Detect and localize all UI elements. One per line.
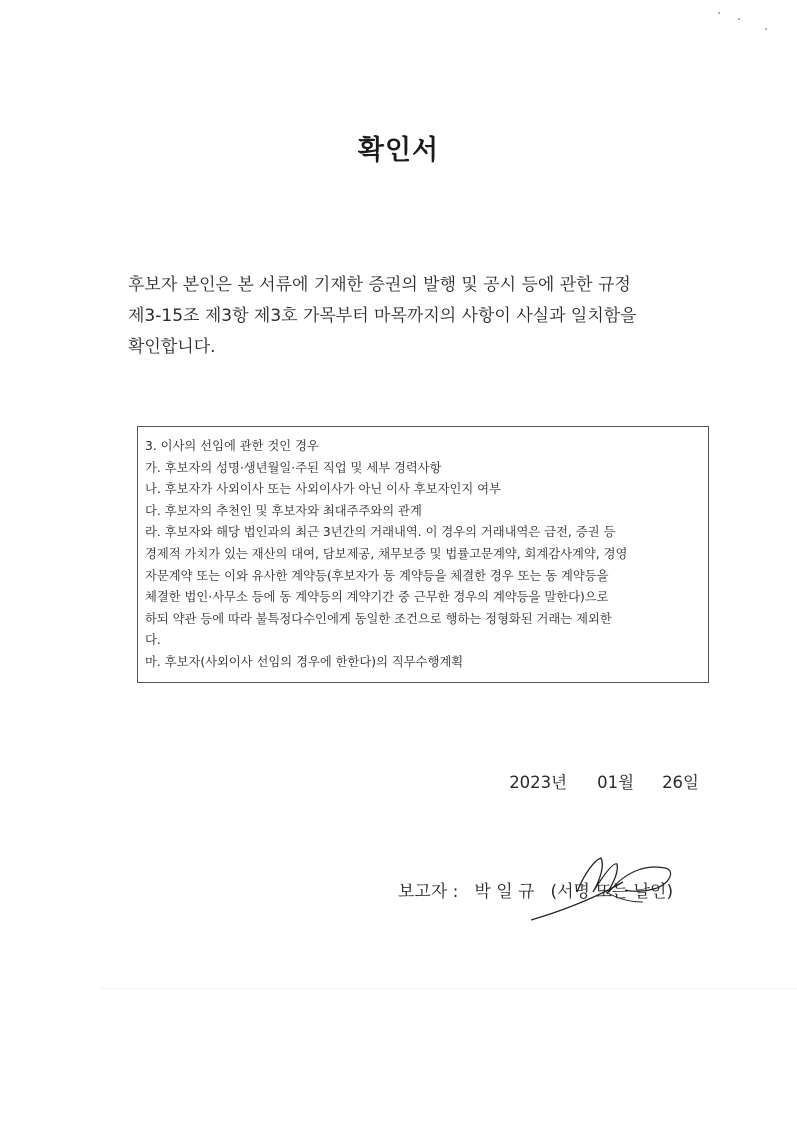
scan-artifact-line [100,988,797,989]
item-ra-cont: 경제적 가치가 있는 재산의 대여, 담보제공, 채무보증 및 법률고문계약, 회계감사계약, 경영 [145,546,628,561]
reporter-label: 보고자 : [398,882,459,902]
items-box [137,426,709,683]
item-ra-cont: 자문계약 또는 이와 유사한 계약등(후보자가 동 계약등을 체결한 경우 또는 동 계약등을 [145,568,609,583]
reporter-name: 박 일 규 [474,882,535,902]
scan-speck [765,28,767,30]
date-day: 26일 [662,773,699,792]
date-month: 01월 [597,773,635,792]
item-ra-cont: 하되 약관 등에 따라 불특정다수인에게 동일한 조건으로 행하는 정형화된 거래는 제외한 [145,611,612,626]
intro-paragraph [128,270,708,363]
item-na: 나. 후보자가 사외이사 또는 사외이사가 아닌 이사 후보자인지 여부 [145,482,501,497]
intro-line: 후보자 본인은 본 서류에 기재한 증권의 발행 및 공시 등에 관한 규정 [128,275,631,295]
item-da: 다. 후보자의 추천인 및 후보자와 최대주주와의 관계 [145,503,422,518]
sign-note: (서명 또는 날인) [550,882,674,902]
item-ra-cont: 체결한 법인·사무소 등에 동 계약등의 계약기간 중 근무한 경우의 계약등을 말한다)으로 [145,590,609,605]
intro-line: 제3-15조 제3항 제3호 가목부터 마목까지의 사항이 사실과 일치함을 [128,306,637,326]
scan-speck [738,18,740,20]
intro-line: 확인합니다. [128,337,216,357]
date-row [509,769,699,793]
item-ra-cont: 다. [145,633,161,648]
item-ra: 라. 후보자와 해당 법인과의 최근 3년간의 거래내역. 이 경우의 거래내역은 금전, 증권 등 [145,525,616,540]
item-ma: 마. 후보자(사외이사 선임의 경우에 한한다)의 직무수행계획 [145,654,464,669]
item-ga: 가. 후보자의 성명·생년월일·주된 직업 및 세부 경력사항 [145,460,442,475]
items-heading: 3. 이사의 선임에 관한 것인 경우 [145,439,319,453]
handwritten-signature [525,852,705,924]
date-year: 2023년 [509,773,568,792]
scan-speck [718,12,720,14]
document-title: 확인서 [357,135,440,166]
